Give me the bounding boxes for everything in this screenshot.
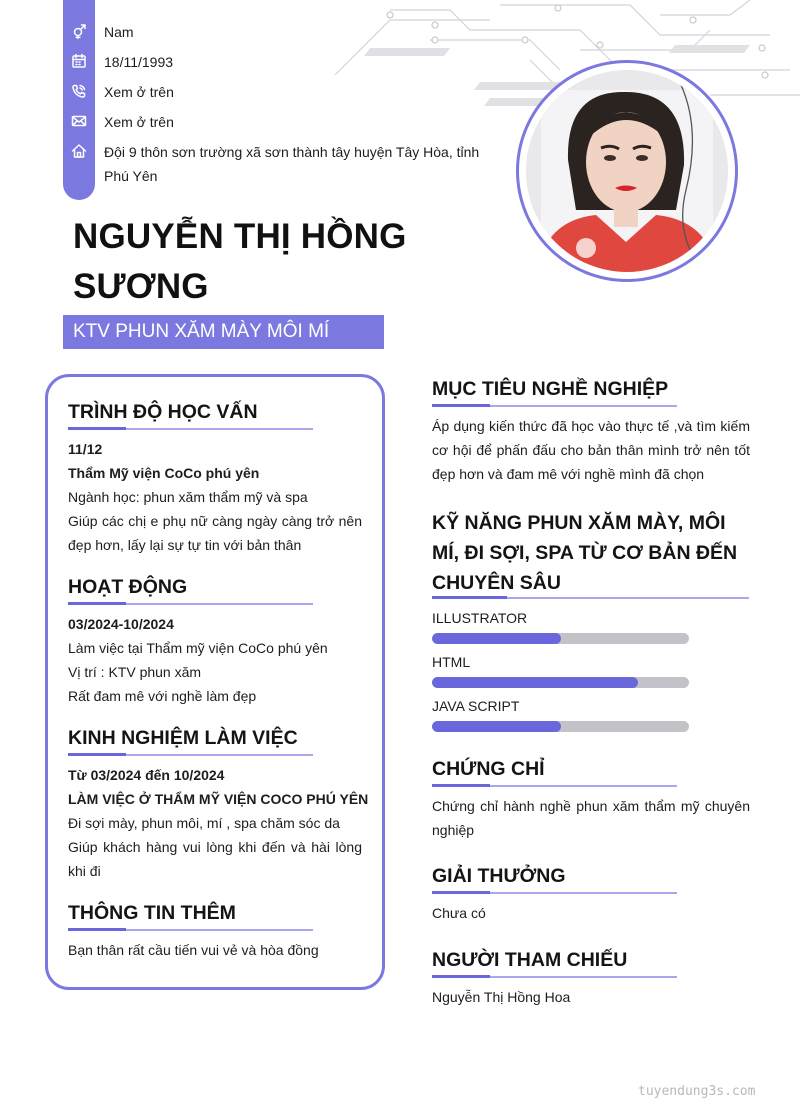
certificates-title: CHỨNG CHỈ [432, 758, 545, 780]
contact-gender: Nam [63, 20, 484, 44]
education-desc-line-1: Giúp các chị e phụ nữ càng ngày càng trở nên [68, 513, 362, 529]
experience-line-1: Đi sợi mày, phun môi, mí , spa chăm sóc da [68, 815, 340, 831]
skill-bar-javascript [432, 721, 689, 732]
certificates-line-1: Chứng chỉ hành nghề phun xăm thẩm mỹ chuyên [432, 798, 750, 814]
skill-label-html: HTML [432, 654, 471, 670]
skill-bar-html [432, 677, 689, 688]
awards-title: GIẢI THƯỞNG [432, 865, 566, 887]
experience-date: Từ 03/2024 đến 10/2024 [68, 767, 225, 783]
extra-line-1: Bạn thân rất cầu tiến vui vẻ và hòa đồng [68, 942, 319, 958]
activities-underline [68, 603, 313, 605]
extra-title: THÔNG TIN THÊM [68, 902, 236, 924]
contact-address [63, 140, 484, 188]
experience-line-2b: khi đi [68, 863, 101, 879]
education-date: 11/12 [68, 441, 103, 457]
experience-title: KINH NGHIỆM LÀM VIỆC [68, 727, 298, 749]
activities-line-2: Vị trí : KTV phun xăm [68, 664, 202, 680]
activities-title: HOẠT ĐỘNG [68, 576, 188, 598]
skill-label-illustrator: ILLUSTRATOR [432, 610, 528, 626]
experience-underline [68, 754, 313, 756]
address-line-1: Đội 9 thôn sơn trường xã sơn thành tây huyện Tây Hòa, tỉnh [104, 144, 480, 160]
objective-title: MỤC TIÊU NGHỀ NGHIỆP [432, 378, 669, 400]
education-school: Thẩm Mỹ viện CoCo phú yên [68, 465, 260, 481]
address-line-2: Phú Yên [104, 168, 158, 184]
job-title: KTV PHUN XĂM MÀY MÔI MÍ [63, 315, 384, 349]
objective-line-1: Áp dụng kiến thức đã học vào thực tế ,và tìm kiếm [432, 418, 750, 434]
candidate-name: NGUYỄN THỊ HỒNG SƯƠNG [73, 217, 407, 306]
phone-icon [63, 80, 95, 102]
home-icon [63, 140, 95, 162]
education-desc-line-2: đẹp hơn, lấy lại sự tự tin với bản thân [68, 537, 302, 553]
watermark: tuyendung3s.com [638, 1084, 756, 1099]
contact-birthday: 18/11/1993 [63, 50, 484, 74]
objective-underline [432, 405, 677, 407]
experience-company: LÀM VIỆC Ở THẨM MỸ VIỆN COCO PHÚ YÊN [68, 791, 369, 807]
certificates-underline [432, 785, 677, 787]
mail-icon [63, 110, 95, 132]
skill-label-javascript: JAVA SCRIPT [432, 698, 520, 714]
contact-phone: Xem ở trên [63, 80, 484, 104]
gender-icon [63, 20, 95, 42]
skill-bar-illustrator [432, 633, 689, 644]
extra-underline [68, 929, 313, 931]
education-underline [68, 428, 313, 430]
activities-date: 03/2024-10/2024 [68, 616, 174, 632]
education-title: TRÌNH ĐỘ HỌC VẤN [68, 401, 258, 423]
experience-line-2a: Giúp khách hàng vui lòng khi đến và hài lòng [68, 839, 362, 855]
contact-email: Xem ở trên [63, 110, 484, 134]
references-line-1: Nguyễn Thị Hồng Hoa [432, 989, 571, 1005]
calendar-icon [63, 50, 95, 72]
objective-line-2: cơ hội để phấn đấu cho bản thân mình trở nên tốt [432, 442, 750, 458]
activities-line-1: Làm việc tại Thẩm mỹ viện CoCo phú yên [68, 640, 328, 656]
references-title: NGƯỜI THAM CHIẾU [432, 949, 628, 971]
skills-underline [432, 597, 749, 599]
awards-line-1: Chưa có [432, 905, 486, 921]
education-major: Ngành học: phun xăm thẩm mỹ và spa [68, 489, 308, 505]
objective-line-3: đẹp hơn và đam mê với nghề mình đã chọn [432, 466, 705, 482]
avatar [526, 70, 728, 272]
certificates-line-2: nghiệp [432, 822, 475, 838]
references-underline [432, 976, 677, 978]
skills-title: KỸ NĂNG PHUN XĂM MÀY, MÔI MÍ, ĐI SỢI, SPA TỪ CƠ BẢN ĐẾN CHUYÊN SÂU [432, 512, 738, 594]
awards-underline [432, 892, 677, 894]
activities-line-3: Rất đam mê với nghề làm đẹp [68, 688, 257, 704]
